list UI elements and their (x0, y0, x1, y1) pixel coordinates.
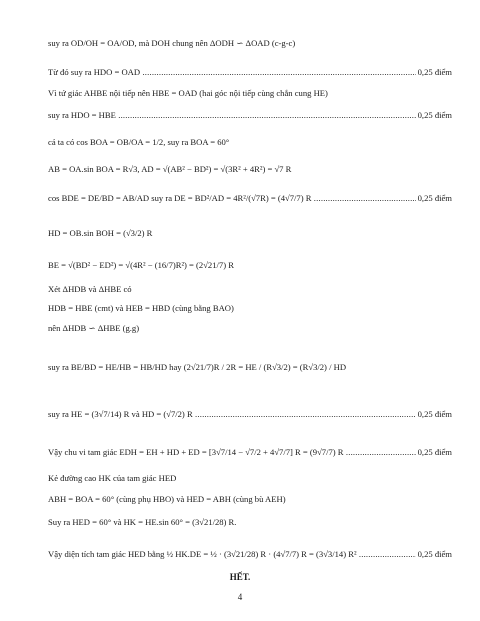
score-mark: 0,25 điểm (417, 110, 452, 120)
text-line: Vì tứ giác AHBE nội tiếp nên HBE = OAD (hai góc nội tiếp cùng chắn cung HE) (48, 88, 328, 98)
text-line: suy ra OD/OH = OA/OD, mà DOH chung nên ΔODH ∽ ΔOAD (c-g-c) (48, 38, 296, 48)
text-line: HD = OB.sin BOH = (√3/2) R (48, 228, 153, 238)
text-line: AB = OA.sin BOA = R√3, AD = √(AB² − BD²) = √(3R² + 4R²) = √7 R (48, 164, 292, 174)
text-line: BE = √(BD² − ED²) = √(4R² − (16/7)R²) = (2√21/7) R (48, 260, 234, 270)
text-line: Vậy chu vi tam giác EDH = EH + HD + ED = [3√7/14 − √7/2 + 4√7/7] R = (9√7/7) R ..... (48, 447, 452, 458)
score-mark: 0,25 điểm (417, 409, 452, 419)
end-marker: HẾT. (229, 572, 251, 582)
page-number: 4 (237, 592, 243, 602)
score-mark: 0,25 điểm (417, 447, 452, 457)
text-line: ABH = BOA = 60° (cùng phụ HBO) và HED = ABH (cùng bù AEH) (48, 494, 286, 504)
text-line: Từ đó suy ra HDO = OAD ..... (48, 67, 452, 78)
text-line: suy ra HDO = HBE ..... (48, 110, 452, 121)
text-line: cả ta có cos BOA = OB/OA = 1/2, suy ra BOA = 60° (48, 137, 230, 147)
score-mark: 0,25 điểm (417, 193, 452, 203)
score-mark: 0,25 điểm (417, 549, 452, 559)
text-line: Xét ΔHDB và ΔHBE có (48, 284, 132, 294)
text-line: suy ra HE = (3√7/14) R và HD = (√7/2) R ..... (48, 409, 452, 420)
text-line: nên ΔHDB ∽ ΔHBE (g.g) (48, 323, 140, 333)
score-mark: 0,25 điểm (417, 67, 452, 77)
text-line: suy ra BE/BD = HE/HB = HB/HD hay (2√21/7)R / 2R = HE / (R√3/2) = (R√3/2) / HD (48, 362, 347, 372)
text-line: cos BDE = DE/BD = AB/AD suy ra DE = BD²/AD = 4R²/(√7R) = (4√7/7) R ..... (48, 193, 452, 204)
text-line: HDB = HBE (cmt) và HEB = HBD (cùng bằng BAO) (48, 303, 234, 313)
text-line: Kẻ đường cao HK của tam giác HED (48, 473, 177, 483)
text-line: Vậy diện tích tam giác HED bằng ½ HK.DE = ½ · (3√21/28) R · (4√7/7) R = (3√3/14) R² ..... (48, 549, 452, 560)
text-line: Suy ra HED = 60° và HK = HE.sin 60° = (3√21/28) R. (48, 517, 237, 527)
